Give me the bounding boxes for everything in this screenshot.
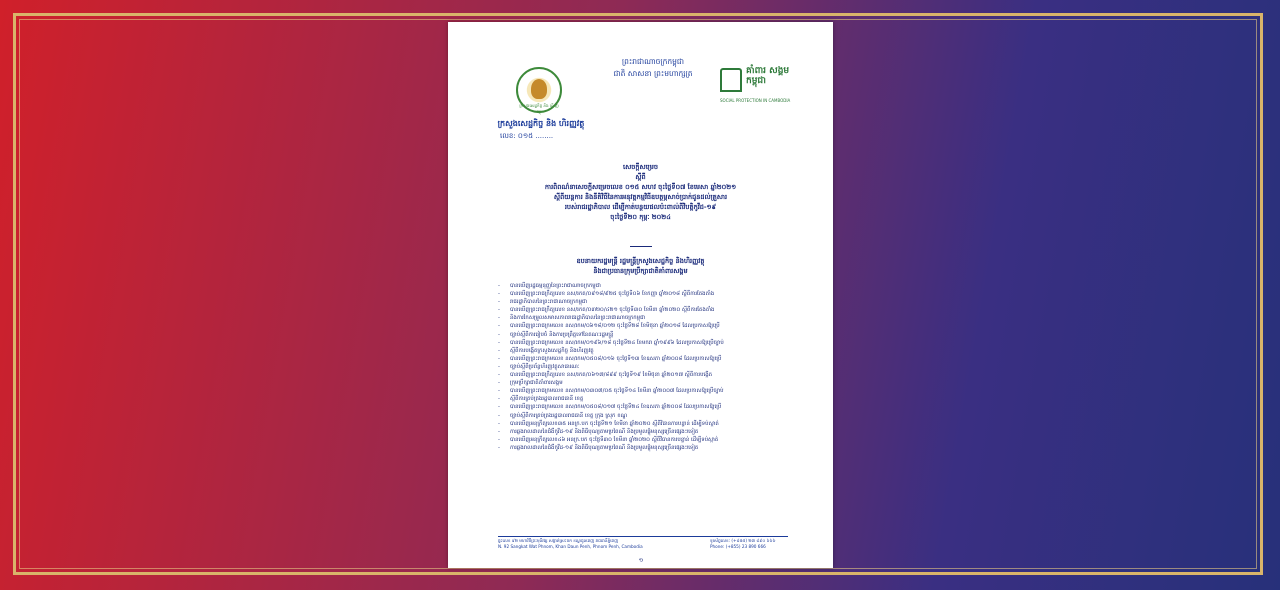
footer-divider [498,536,788,537]
sp-logo-text: គាំពារ សង្គម កម្ពុជា [746,66,790,86]
list-item: - រាជរដ្ឋាភិបាលនៃព្រះរាជាណាចក្រកម្ពុជា [498,298,798,306]
list-item: - ច្បាប់ស្តីពីប្រព័ន្ធហិរញ្ញវត្ថុសាធារណៈ [498,363,798,371]
list-item: - បានឃើញព្រះរាជក្រមលេខ នស/រកម/០៣០៧/០៥ ចុះថ្ងៃទី១៤ ខែមីនា ឆ្នាំ២០០៧ ដែលប្រកាសឱ្យប្រើច្បាប់ [498,387,798,395]
list-item: - បានឃើញអនុក្រឹត្យលេខ៣៥ អនក្រ.បក ចុះថ្ងៃទី២១ ខែមីនា ឆ្នាំ២០២០ ស្តីពីវិធានការបន្ទាន់ ដើម្បីទប់ស្កាត់ [498,420,798,428]
decision-title [478,162,803,222]
address-english: N. 92 Sangkat Wat Phnom, Khan Daun Penh, Phnom Penh, Cambodia [498,544,643,549]
kingdom-header [598,56,708,80]
social-protection-logo [720,66,790,106]
list-item: - ការឆ្លងរាលដាលនៃជំងឺកូវីដ-១៩ និងពិធីបុណ្យតាមប្រពៃណី និងប្រមូលផ្តុំមនុស្សច្រើនផ្សេងៗទៀត [498,428,798,436]
page-number: ១ [638,557,644,564]
list-item: - ការឆ្លងរាលដាលនៃជំងឺកូវីដ-១៩ និងពិធីបុណ្យតាមប្រពៃណី និងប្រមូលផ្តុំមនុស្សច្រើនផ្សេងៗទៀត [498,444,798,452]
list-item: - ស្តីពីការគ្រប់គ្រងរដ្ឋបាលរាជធានី ខេត្ត [498,395,798,403]
list-item: - បានឃើញរដ្ឋធម្មនុញ្ញនៃព្រះរាជាណាចក្រកម្ពុជា [498,282,798,290]
list-item: - បានឃើញព្រះរាជក្រមលេខ នស/រកម/០១៩៦/១៨ ចុះថ្ងៃទី២៤ ខែមករា ឆ្នាំ១៩៩៦ ដែលប្រកាសឱ្យប្រើច្បាប់ [498,339,798,347]
legal-basis-list [498,282,798,452]
list-item: - ក្រុមប្រឹក្សាជាតិគាំពារសង្គម [498,379,798,387]
ministry-logo-label: ក្រសួងសេដ្ឋកិច្ច និង ហិរញ្ញវត្ថុ [519,103,559,114]
title-line-4: ស្តីពីយន្តការ និងនីតិវិធីនៃការអនុវត្តកម្មវិធីឧបត្ថម្ភសាច់ប្រាក់ជូនដល់គ្រួសារ [553,193,728,201]
list-item: - ច្បាប់ស្តីពីការរៀបចំ និងការប្រព្រឹត្តទៅនៃគណៈរដ្ឋមន្ត្រី [498,331,798,339]
footer-phone [710,538,800,550]
title-line-5: របស់រាជរដ្ឋាភិបាល ដើម្បីកាត់បន្ថយផលប៉ះពាល់ពីវិបត្តិកូវីដ-១៩ [564,203,717,211]
list-item: - បានឃើញអនុក្រឹត្យលេខ៤៦ អនក្រ.បក ចុះថ្ងៃទី៣០ ខែមីនា ឆ្នាំ២០២០ ស្តីពីវិធានការបន្ទាន់ ដើម្បីទប់ស្កាត់ [498,436,798,444]
address-khmer: ផ្ទះលេខ ៩២ មហាវិថីព្រះមុនីវង្ស សង្កាត់ស្រះចក ខណ្ឌដូនពេញ រាជធានីភ្នំពេញ [498,538,619,543]
issuer-line-2: និងជាប្រធានក្រុមប្រឹក្សាជាតិគាំពារសង្គម [593,267,688,275]
list-item: - ច្បាប់ស្តីពីការគ្រប់គ្រងរដ្ឋបាលរាជធានី ខេត្ត ក្រុង ស្រុក ខណ្ឌ [498,412,798,420]
title-line-1: សេចក្តីសម្រេច [623,163,658,171]
title-line-3: ការពិពណ៌នាសេចក្តីសម្រេចលេខ ០១៥ សហវ ចុះថ្ងៃទី០៧ ខែមេសា ឆ្នាំ២០២១ [544,183,737,191]
title-divider [630,246,652,247]
list-item: - បានឃើញព្រះរាជក្រឹត្យលេខ នស/រកត/០៩១៨/៩២៥ ចុះថ្ងៃទី០៦ ខែកញ្ញា ឆ្នាំ២០១៨ ស្តីពីការតែងតាំង [498,290,798,298]
document-page [448,22,833,568]
list-item: - បានឃើញព្រះរាជក្រមលេខ នស/រកម/០៥០៨/០១៧ ចុះថ្ងៃទី២៤ ខែឧសភា ឆ្នាំ២០០៨ ដែលប្រកាសឱ្យប្រើ [498,403,798,411]
title-line-2: ស្តីពី [635,173,646,181]
list-item: - បានឃើញព្រះរាជក្រមលេខ នស/រកម/០៦១៨/០១២ ចុះថ្ងៃទី២៨ ខែមិថុនា ឆ្នាំ២០១៨ ដែលប្រកាសឱ្យប្រើ [498,322,798,330]
title-line-6: ចុះថ្ងៃទី២០ កុម្ភៈ ២០២៤ [610,213,671,221]
issuer-title [478,256,803,276]
ministry-logo [516,67,562,113]
sp-logo-subtitle: SOCIAL PROTECTION IN CAMBODIA [720,98,791,103]
list-item: - ស្តីពីការបង្កើតក្រសួងសេដ្ឋកិច្ច និងហិរញ្ញវត្ថុ [498,347,798,355]
footer-address [498,538,698,550]
ministry-name: ក្រសួងសេដ្ឋកិច្ច និង ហិរញ្ញវត្ថុ [497,119,585,128]
kingdom-line-2: ជាតិ សាសនា ព្រះមហាក្សត្រ [613,69,693,78]
list-item: - បានឃើញព្រះរាជក្រមលេខ នស/រកម/០៥០៨/០១៦ ចុះថ្ងៃទី១៣ ខែឧសភា ឆ្នាំ២០០៨ ដែលប្រកាសឱ្យប្រើ [498,355,798,363]
list-item: - និងការកែសម្រួលសមាសភាពរាជរដ្ឋាភិបាលនៃព្រះរាជាណាចក្រកម្ពុជា [498,314,798,322]
reference-number: លេខ: ០១៥ ........ [500,132,554,140]
issuer-line-1: ឧបនាយករដ្ឋមន្ត្រី រដ្ឋមន្ត្រីក្រសួងសេដ្ឋកិច្ច និងហិរញ្ញវត្ថុ [576,257,705,265]
list-item: - បានឃើញព្រះរាជក្រឹត្យលេខ នស/រកត/០៦១៧/៨៩៩ ចុះថ្ងៃទី១៩ ខែមិថុនា ឆ្នាំ២០១៧ ស្តីពីការបង្កើត [498,371,798,379]
house-icon [720,68,742,92]
list-item: - បានឃើញព្រះរាជក្រឹត្យលេខ នស/រកត/០៣២០/៤២១ ចុះថ្ងៃទី៣០ ខែមីនា ឆ្នាំ២០២០ ស្តីពីការតែងតាំង [498,306,798,314]
phone-english: Phone: (+855) 23 890 666 [710,544,766,549]
rooster-icon [531,79,547,99]
phone-khmer: ទូរស័ព្ទលេខ: (+៨៥៥) ២៣ ៨៩០ ៦៦៦ [710,538,776,543]
kingdom-line-1: ព្រះរាជាណាចក្រកម្ពុជា [621,57,685,66]
